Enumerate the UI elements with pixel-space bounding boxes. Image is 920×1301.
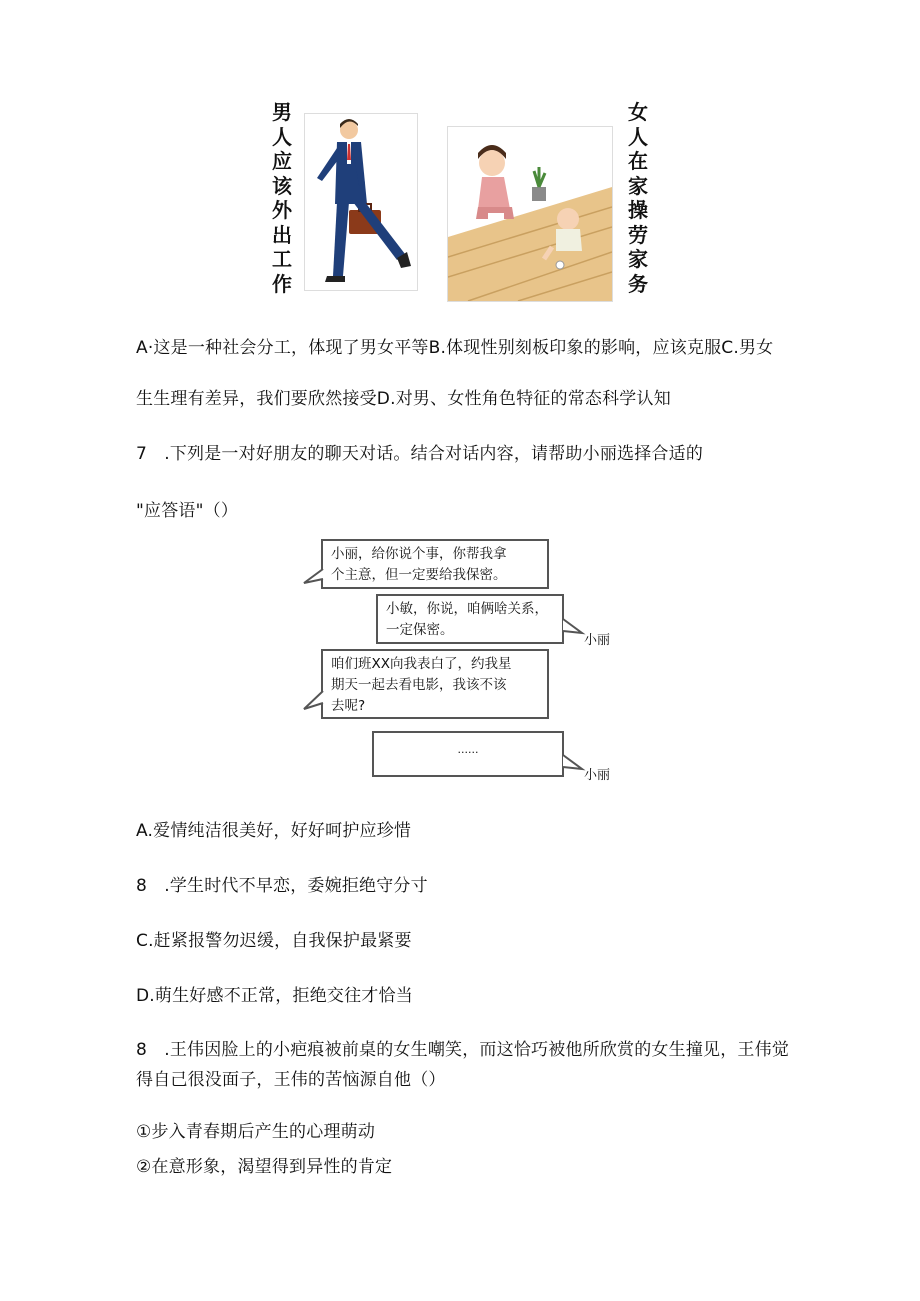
chat-bubble-1-line-1: 小丽，给你说个事，你帮我拿 (331, 546, 507, 562)
chat-bubble-4 (372, 731, 564, 777)
q7-option-a: A.爱情纯洁很美好，好好呵护应珍惜 (136, 821, 412, 841)
chat-bubble-3 (321, 649, 549, 719)
q8-stem-line-2: 得自己很没面子，王伟的苦恼源自他（） (136, 1070, 446, 1090)
chat-bubble-3-line-2: 期天一起去看电影，我该不该 (331, 677, 507, 693)
caption-char: 人 (628, 124, 648, 149)
right-vertical-caption (626, 100, 650, 296)
caption-char: 外 (272, 198, 292, 222)
caption-char: 家 (628, 173, 648, 198)
left-vertical-caption (270, 100, 294, 296)
q8-item-1: ①步入青春期后产生的心理萌动 (136, 1122, 376, 1142)
caption-char: 男 (272, 100, 292, 124)
q6-options-line-2: 生生理有差异，我们要欣然接受D.对男、女性角色特征的常态科学认知 (136, 389, 671, 409)
chat-bubble-1-line-2: 个主意，但一定要给我保密。 (331, 567, 507, 583)
caption-char: 女 (628, 100, 648, 124)
chat-bubble-1 (321, 539, 549, 589)
caption-char: 劳 (628, 222, 648, 247)
caption-char: 工 (272, 247, 292, 271)
chat-bubble-2 (376, 594, 564, 644)
bubble-2-tail (562, 617, 586, 641)
q7-stem-line-1: 7 .下列是一对好朋友的聊天对话。结合对话内容，请帮助小丽选择合适的 (136, 444, 704, 464)
caption-char: 操 (628, 198, 648, 222)
q7-option-b: 8 .学生时代不早恋，委婉拒绝守分寸 (136, 876, 428, 896)
chat-figure (300, 535, 620, 785)
housework-drawing (448, 127, 612, 301)
caption-char: 出 (272, 222, 292, 247)
caption-char: 人 (272, 124, 292, 149)
chat-speaker-2: 小丽 (584, 633, 611, 648)
businessman-drawing (305, 114, 417, 290)
caption-char: 该 (272, 173, 292, 198)
businessman-illustration (304, 113, 418, 291)
q8-item-2: ②在意形象，渴望得到异性的肯定 (136, 1157, 393, 1177)
q7-stem-line-2: "应答语"（） (136, 501, 239, 521)
chat-bubble-3-line-1: 咱们班XX向我表白了，约我星 (331, 656, 512, 672)
chat-bubble-4-text: ······ (457, 746, 479, 759)
bubble-3-tail (302, 691, 326, 715)
chat-bubble-2-line-1: 小敏，你说，咱俩啥关系， (386, 601, 548, 617)
q7-option-d: D.萌生好感不正常，拒绝交往才恰当 (136, 986, 413, 1006)
chat-bubble-2-line-2: 一定保密。 (386, 622, 454, 638)
caption-char: 应 (272, 149, 292, 173)
q7-option-c: C.赶紧报警勿迟缓，自我保护最紧要 (136, 931, 412, 951)
bubble-4-tail (562, 753, 586, 777)
q6-options-line-1: A·这是一种社会分工，体现了男女平等B.体现性别刻板印象的影响，应该克服C.男女 (136, 338, 774, 358)
bubble-1-tail (302, 569, 326, 589)
caption-char: 家 (628, 247, 648, 271)
caption-char: 作 (272, 271, 292, 296)
housework-illustration (447, 126, 613, 302)
q8-stem-line-1: 8 .王伟因脸上的小疤痕被前桌的女生嘲笑，而这恰巧被他所欣赏的女生撞见，王伟觉 (136, 1040, 790, 1060)
chat-bubble-3-line-3: 去呢? (331, 698, 366, 714)
chat-speaker-4: 小丽 (584, 768, 611, 783)
caption-char: 务 (628, 271, 648, 296)
caption-char: 在 (628, 149, 648, 173)
